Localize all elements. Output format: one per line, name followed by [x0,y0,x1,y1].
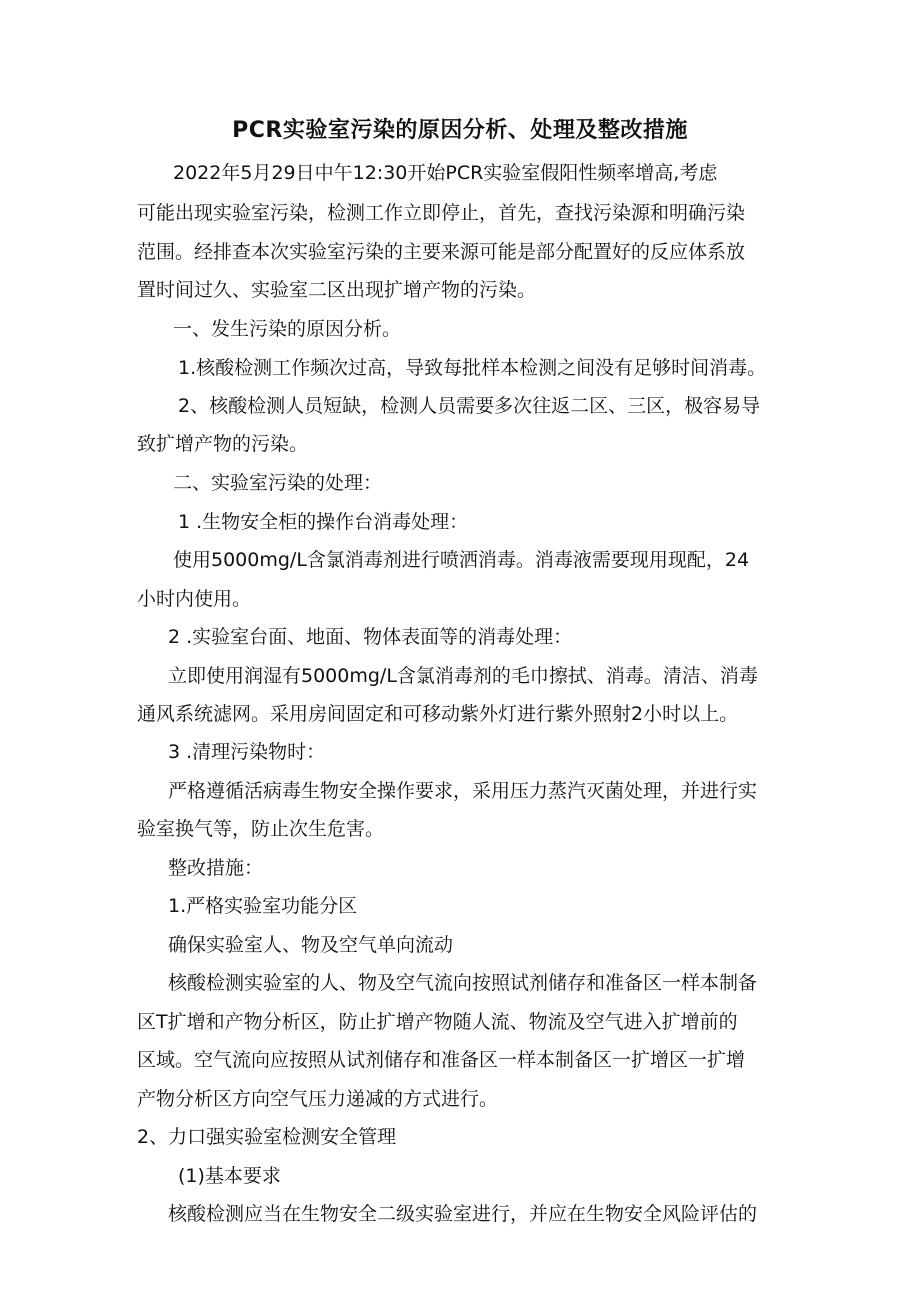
paragraph-line: 置时间过久、实验室二区出现扩增产物的污染。 [137,279,537,301]
paragraph-line: 致扩增产物的污染。 [137,433,309,455]
subsection-heading: 1.严格实验室功能分区 [168,895,358,917]
paragraph-line: 核酸检测应当在生物安全二级实验室进行，并应在生物安全风险评估的 [168,1203,758,1225]
paragraph-line: 产物分析区方向空气压力递减的方式进行。 [137,1088,499,1110]
paragraph-line: 立即使用润湿有5000mg∕L含氯消毒剂的毛巾擦拭、消毒。清洁、消毒 [168,665,758,687]
paragraph-line: 严格遵循活病毒生物安全操作要求，采用压力蒸汽灭菌处理，并进行实 [168,780,758,802]
section-heading: 整改措施： [168,857,264,879]
section-heading: 二、实验室污染的处理： [173,472,383,494]
paragraph-line: 通风系统滤网。采用房间固定和可移动紫外灯进行紫外照射2小时以上。 [137,703,739,725]
paragraph-line: 范围。经排查本次实验室污染的主要来源可能是部分配置好的反应体系放 [137,241,746,263]
section-heading: 一、发生污染的原因分析。 [173,318,402,340]
paragraph-line: 区T扩增和产物分析区，防止扩增产物随人流、物流及空气进入扩增前的 [137,1011,738,1033]
paragraph-line: 核酸检测实验室的人、物及空气流向按照试剂储存和准备区一样本制备 [168,972,758,994]
subsection-heading: 3 .清理污染物时： [168,741,326,763]
paragraph-line: 验室换气等，防止次生危害。 [137,818,385,840]
paragraph-line: 使用5000mg∕L含氯消毒剂进行喷洒消毒。消毒液需要现用现配，24 [173,549,750,571]
paragraph-line: 1.核酸检测工作频次过高，导致每批样本检测之间没有足够时间消毒。 [178,357,767,379]
subsection-heading: 1 .生物安全柜的操作台消毒处理： [178,511,469,533]
paragraph-line: 小时内使用。 [137,588,252,610]
document-title: PCR实验室污染的原因分析、处理及整改措施 [232,118,688,143]
subsection-heading: 2 .实验室台面、地面、物体表面等的消毒处理： [168,626,573,648]
paragraph-line: 2022年5月29日中午12:30开始PCR实验室假阳性频率增高,考虑 [173,162,718,184]
section-heading: 2、力口强实验室检测安全管理 [137,1126,397,1148]
subsection-heading: (1)基本要求 [178,1165,281,1187]
paragraph-line: 2、核酸检测人员短缺，检测人员需要多次往返二区、三区，极容易导 [178,395,761,417]
paragraph-line: 确保实验室人、物及空气单向流动 [168,934,454,956]
paragraph-line: 可能出现实验室污染，检测工作立即停止，首先，查找污染源和明确污染 [137,202,746,224]
paragraph-line: 区域。空气流向应按照从试剂储存和准备区一样本制备区一扩增区一扩增 [137,1049,746,1071]
